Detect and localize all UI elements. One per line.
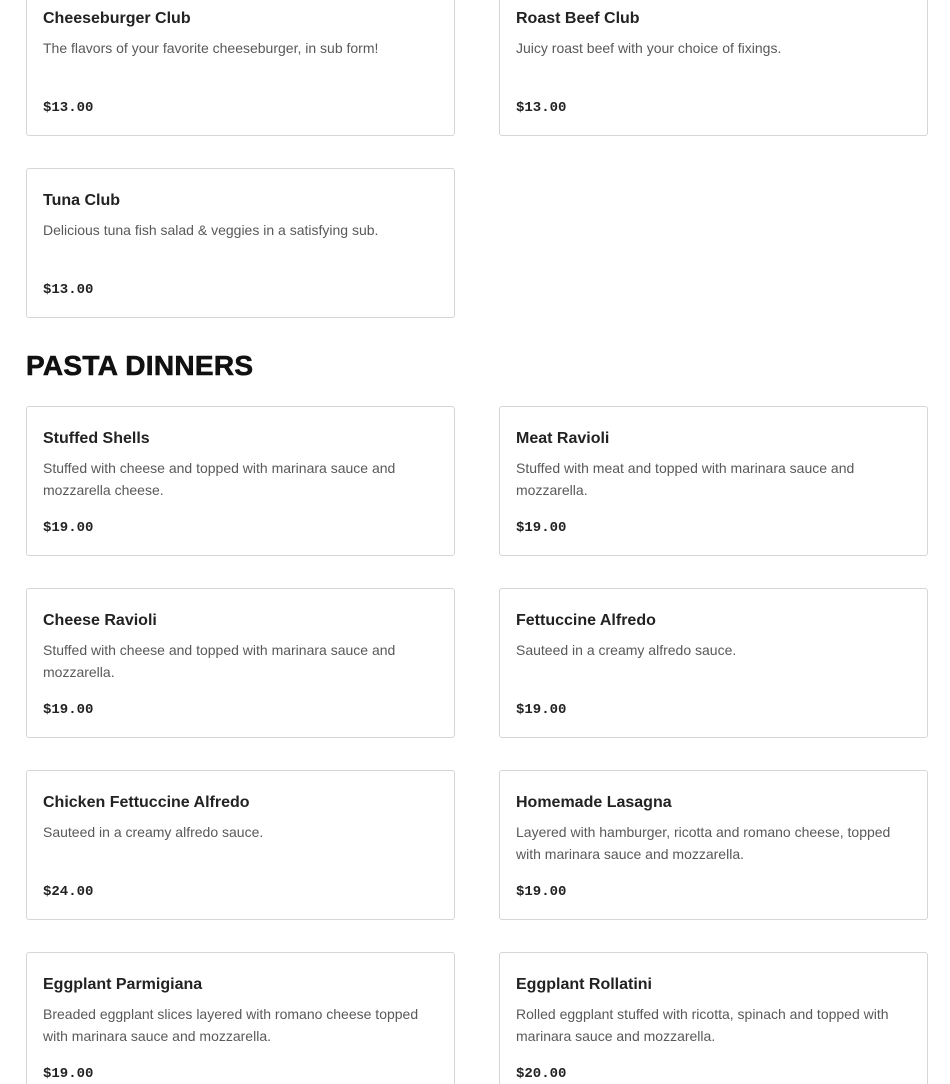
menu-item-price: $20.00	[516, 1066, 567, 1082]
menu-item-name: Cheese Ravioli	[43, 612, 157, 629]
menu-item-description: Sauteed in a creamy alfredo sauce.	[43, 824, 264, 840]
menu-item-name: Fettuccine Alfredo	[516, 612, 656, 629]
menu-item-price: $19.00	[43, 702, 94, 718]
menu-item-price: $19.00	[516, 884, 567, 900]
menu-item-name: Eggplant Rollatini	[516, 976, 652, 993]
menu-item-card[interactable]	[499, 406, 928, 556]
menu-item-name: Meat Ravioli	[516, 430, 610, 447]
menu-item-name: Cheeseburger Club	[43, 10, 191, 27]
menu-item-description: Stuffed with meat and topped with marinara sauce and mozzarella.	[516, 460, 855, 498]
menu-item-price: $19.00	[516, 702, 567, 718]
menu-item-description: Layered with hamburger, ricotta and romano cheese, topped with marinara sauce and mozzarella.	[516, 824, 891, 862]
menu-item-name: Chicken Fettuccine Alfredo	[43, 794, 250, 811]
menu-item-description: Sauteed in a creamy alfredo sauce.	[516, 642, 737, 658]
menu-item-name: Roast Beef Club	[516, 10, 640, 27]
menu-item-name: Homemade Lasagna	[516, 794, 672, 811]
menu-item-card[interactable]	[26, 952, 455, 1084]
menu-item-card[interactable]	[26, 588, 455, 738]
menu-item-card[interactable]	[26, 770, 455, 920]
menu-item-card[interactable]	[499, 952, 928, 1084]
menu-item-card[interactable]	[26, 406, 455, 556]
menu-item-price: $19.00	[43, 520, 94, 536]
menu-item-description: The flavors of your favorite cheeseburger, in sub form!	[43, 40, 379, 56]
menu-item-price: $13.00	[43, 100, 94, 116]
menu-item-name: Tuna Club	[43, 192, 121, 209]
section-title-pasta-dinners: PASTA DINNERS	[26, 350, 254, 381]
menu-item-card[interactable]	[499, 588, 928, 738]
menu-item-card[interactable]	[26, 0, 455, 136]
menu-item-description: Delicious tuna fish salad & veggies in a satisfying sub.	[43, 222, 379, 238]
menu-item-price: $19.00	[516, 520, 567, 536]
menu-item-card[interactable]	[499, 770, 928, 920]
menu-item-description: Breaded eggplant slices layered with romano cheese topped with marinara sauce and mozzarella.	[43, 1006, 419, 1044]
menu-item-price: $13.00	[516, 100, 567, 116]
menu-item-name: Eggplant Parmigiana	[43, 976, 203, 993]
menu-item-card[interactable]	[26, 168, 455, 318]
menu-item-name: Stuffed Shells	[43, 430, 150, 447]
menu-item-description: Stuffed with cheese and topped with marinara sauce and mozzarella cheese.	[43, 460, 396, 498]
menu-item-description: Rolled eggplant stuffed with ricotta, spinach and topped with marinara sauce and mozzarella.	[516, 1006, 889, 1044]
menu-item-description: Stuffed with cheese and topped with marinara sauce and mozzarella.	[43, 642, 396, 680]
menu-item-description: Juicy roast beef with your choice of fixings.	[516, 40, 782, 56]
menu-item-price: $13.00	[43, 282, 94, 298]
menu-item-price: $24.00	[43, 884, 94, 900]
menu-item-price: $19.00	[43, 1066, 94, 1082]
menu-item-card[interactable]	[499, 0, 928, 136]
